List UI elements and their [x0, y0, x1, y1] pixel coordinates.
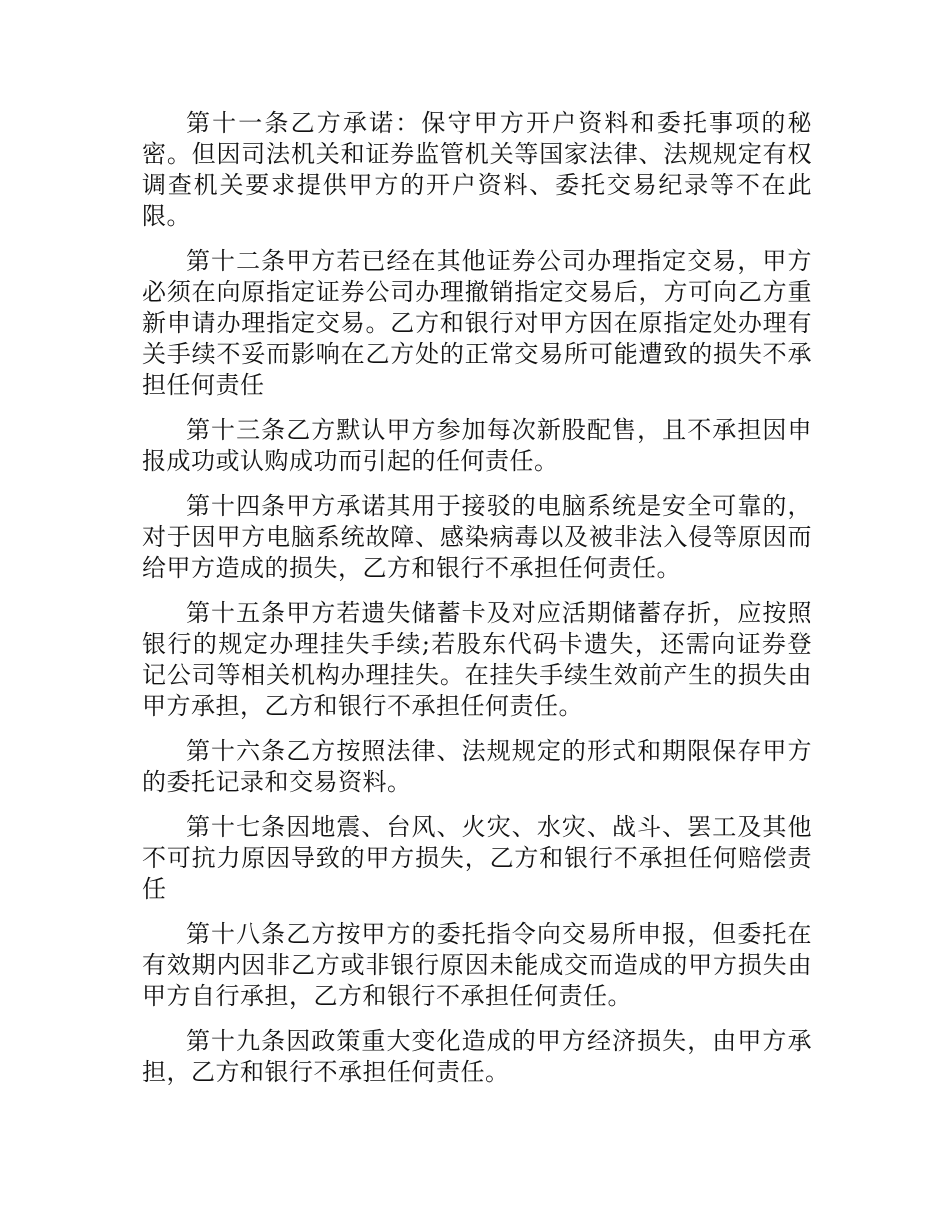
article-16-paragraph: 第十六条乙方按照法律、法规规定的形式和期限保存甲方的委托记录和交易资料。 — [142, 737, 812, 796]
article-14-paragraph: 第十四条甲方承诺其用于接驳的电脑系统是安全可靠的，对于因甲方电脑系统故障、感染病毒以及被非法入侵等原因而给甲方造成的损失，乙方和银行不承担任何责任。 — [142, 492, 812, 582]
article-19-paragraph: 第十九条因政策重大变化造成的甲方经济损失，由甲方承担，乙方和银行不承担任何责任。 — [142, 1027, 812, 1086]
article-15-paragraph: 第十五条甲方若遗失储蓄卡及对应活期储蓄存折，应按照银行的规定办理挂失手续;若股东代码卡遗失，还需向证券登记公司等相关机构办理挂失。在挂失手续生效前产生的损失由甲方承担，乙方和银行不承担任何责任。 — [142, 599, 812, 720]
document-page — [142, 108, 812, 1102]
article-12-paragraph: 第十二条甲方若已经在其他证券公司办理指定交易，甲方必须在向原指定证券公司办理撤销指定交易后，方可向乙方重新申请办理指定交易。乙方和银行对甲方因在原指定处办理有关手续不妥而影响在乙方处的正常交易所可能遭致的损失不承担任何责任 — [142, 247, 812, 399]
article-17-paragraph: 第十七条因地震、台风、火灾、水灾、战斗、罢工及其他不可抗力原因导致的甲方损失，乙方和银行不承担任何赔偿责任 — [142, 813, 812, 903]
article-11-paragraph: 第十一条乙方承诺：保守甲方开户资料和委托事项的秘密。但因司法机关和证券监管机关等国家法律、法规规定有权调查机关要求提供甲方的开户资料、委托交易纪录等不在此限。 — [142, 109, 812, 230]
article-18-paragraph: 第十八条乙方按甲方的委托指令向交易所申报，但委托在有效期内因非乙方或非银行原因未能成交而造成的甲方损失由甲方自行承担，乙方和银行不承担任何责任。 — [142, 920, 812, 1010]
article-13-paragraph: 第十三条乙方默认甲方参加每次新股配售，且不承担因申报成功或认购成功而引起的任何责任。 — [142, 416, 812, 475]
